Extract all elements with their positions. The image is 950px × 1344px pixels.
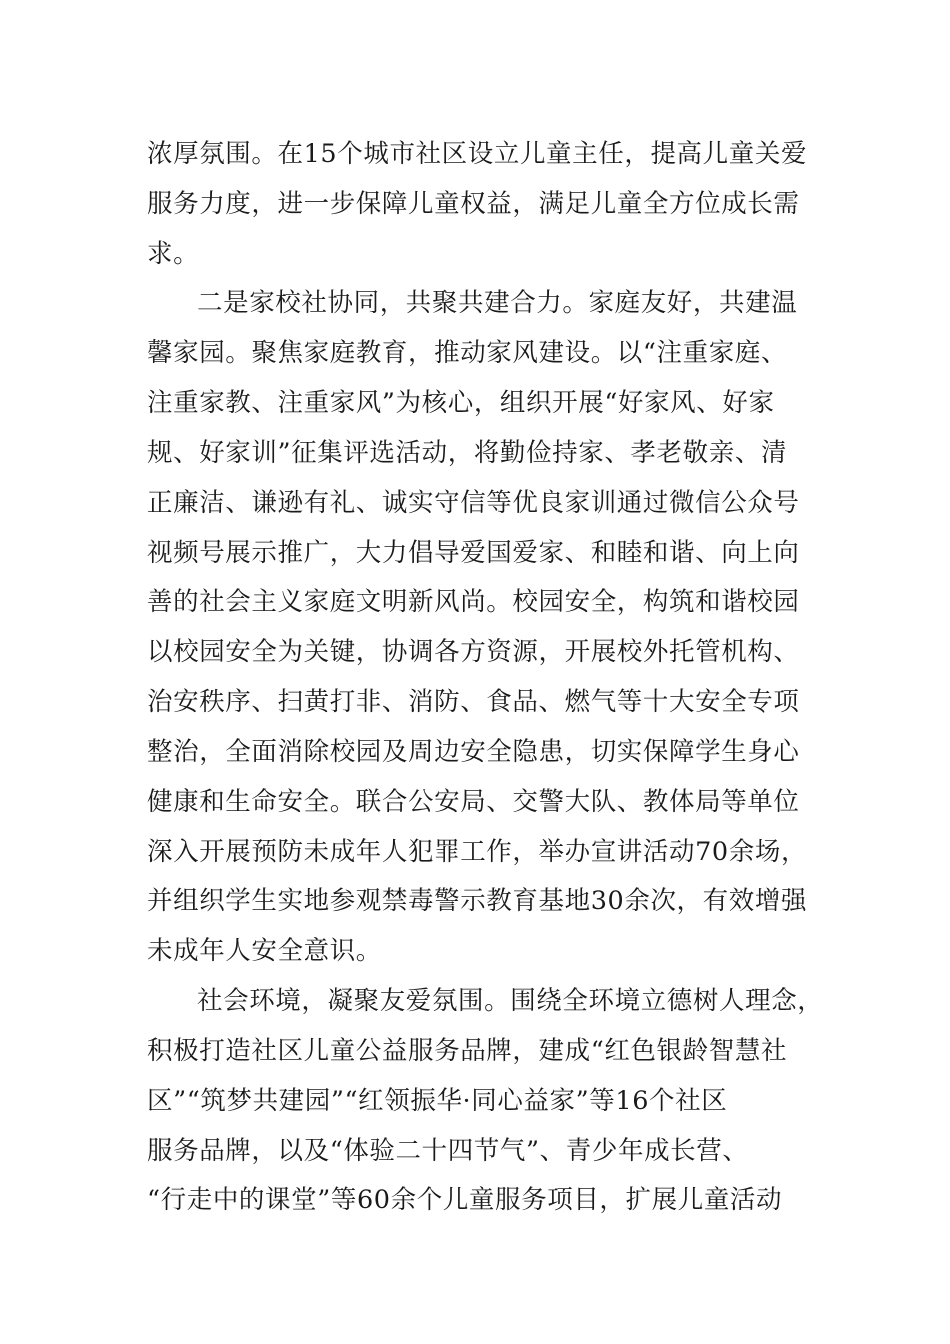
text-line: 馨家园。聚焦家庭教育，推动家风建设。以“注重家庭、 (147, 338, 788, 368)
text-line: 并组织学生实地参观禁毒警示教育基地30余次，有效增强 (147, 886, 808, 916)
text-line: 正廉洁、谦逊有礼、诚实守信等优良家训通过微信公众号 (147, 488, 800, 518)
text-line: 整治，全面消除校园及周边安全隐患，切实保障学生身心 (147, 737, 800, 767)
text-line: 健康和生命安全。联合公安局、交警大队、教体局等单位 (147, 787, 800, 817)
text-line: 服务力度，进一步保障儿童权益，满足儿童全方位成长需 (147, 189, 800, 219)
text-line: 视频号展示推广，大力倡导爱国爱家、和睦和谐、向上向 (147, 538, 800, 568)
text-line: “行走中的课堂”等60余个儿童服务项目，扩展儿童活动 (147, 1185, 783, 1215)
text-line: 求。 (147, 239, 200, 269)
text-line: 服务品牌，以及“体验二十四节气”、青少年成长营、 (147, 1136, 749, 1166)
text-line: 深入开展预防未成年人犯罪工作，举办宣讲活动70余场， (147, 837, 808, 867)
text-line: 以校园安全为关键，协调各方资源，开展校外托管机构、 (147, 637, 800, 667)
text-line: 注重家教、注重家风”为核心，组织开展“好家风、好家 (147, 388, 775, 418)
text-line: 善的社会主义家庭文明新风尚。校园安全，构筑和谐校园 (147, 587, 800, 617)
text-line: 治安秩序、扫黄打非、消防、食品、燃气等十大安全专项 (147, 687, 800, 717)
text-line: 积极打造社区儿童公益服务品牌，建成“红色银龄智慧社 (147, 1036, 788, 1066)
text-line: 未成年人安全意识。 (147, 936, 382, 966)
text-line: 规、好家训”征集评选活动，将勤俭持家、孝老敬亲、清 (147, 438, 788, 468)
text-line: 浓厚氛围。在15个城市社区设立儿童主任，提高儿童关爱 (147, 139, 808, 169)
text-line: 区”“筑梦共建园”“红领振华·同心益家”等16个社区 (147, 1086, 728, 1116)
paragraph-start-line: 二是家校社协同，共聚共建合力。家庭友好，共建温 (197, 288, 798, 318)
paragraph-start-line: 社会环境，凝聚友爱氛围。围绕全环境立德树人理念， (197, 986, 824, 1016)
